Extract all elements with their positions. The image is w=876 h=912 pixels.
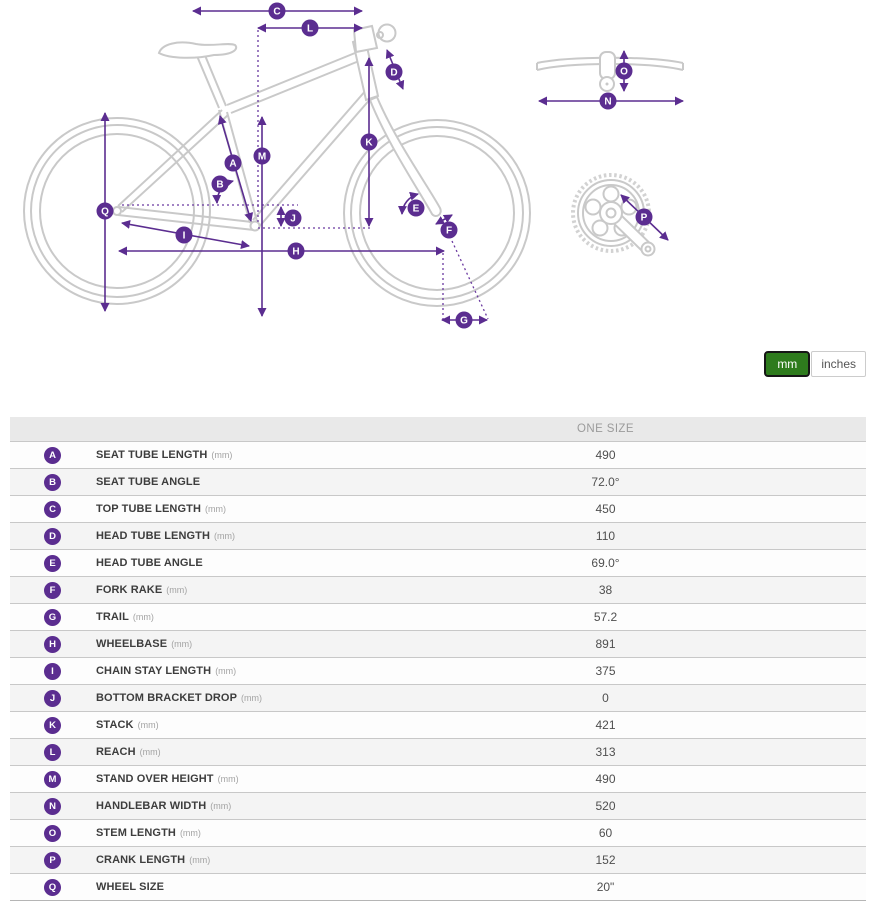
- badge-B: [212, 176, 229, 193]
- badge-O: [616, 63, 633, 80]
- row-unit: (mm): [179, 828, 201, 838]
- row-letter-badge: P: [44, 852, 61, 869]
- unit-toggle: [764, 351, 866, 377]
- table-row: [10, 576, 866, 603]
- svg-text:O: O: [620, 66, 628, 78]
- row-letter-badge: G: [44, 609, 61, 626]
- badge-L: [302, 20, 319, 37]
- row-value: 0: [602, 691, 609, 705]
- row-label: CHAIN STAY LENGTH: [96, 665, 212, 677]
- row-value: 421: [595, 718, 616, 732]
- badge-I: [176, 227, 193, 244]
- table-row: [10, 468, 866, 495]
- saddle: [159, 42, 236, 57]
- table-row: [10, 603, 866, 630]
- row-unit: (mm): [132, 612, 154, 622]
- badge-H: [288, 243, 305, 260]
- row-label: TOP TUBE LENGTH: [96, 503, 201, 515]
- svg-text:M: M: [257, 151, 267, 163]
- row-value: 110: [595, 529, 616, 543]
- mm-button[interactable]: mm: [764, 351, 810, 377]
- row-letter-badge: Q: [44, 879, 61, 896]
- badge-F: [441, 222, 458, 239]
- badge-C: [269, 3, 286, 20]
- table-row: [10, 873, 866, 900]
- stem-top: [600, 52, 615, 79]
- row-label: WHEELBASE: [96, 638, 168, 650]
- row-letter-badge: C: [44, 501, 61, 518]
- row-value: 152: [595, 853, 616, 867]
- svg-text:N: N: [604, 96, 612, 108]
- row-letter-badge: D: [44, 528, 61, 545]
- row-label: HANDLEBAR WIDTH: [96, 800, 207, 812]
- svg-text:E: E: [412, 203, 420, 215]
- table-header: [10, 417, 866, 441]
- table-row: [10, 792, 866, 819]
- row-letter-badge: F: [44, 582, 61, 599]
- handlebar-top-view: [537, 52, 683, 91]
- row-unit: (mm): [217, 774, 239, 784]
- svg-text:B: B: [216, 179, 224, 191]
- row-letter-badge: I: [44, 663, 61, 680]
- row-label: STEM LENGTH: [96, 827, 176, 839]
- row-label: STACK: [96, 719, 134, 731]
- badge-A: [225, 155, 242, 172]
- badge-K: [361, 134, 378, 151]
- row-unit: (mm): [241, 693, 263, 703]
- geometry-table-body: [10, 441, 866, 900]
- bike-geometry-diagram: [0, 0, 876, 345]
- badge-E: [408, 200, 425, 217]
- row-unit: (mm): [210, 801, 232, 811]
- stem-side: [354, 26, 377, 52]
- badge-P: [636, 209, 653, 226]
- row-label: WHEEL SIZE: [96, 881, 165, 893]
- row-letter-badge: N: [44, 798, 61, 815]
- table-row: [10, 441, 866, 468]
- row-label: REACH: [96, 746, 136, 758]
- svg-text:K: K: [365, 137, 373, 149]
- row-unit: (mm): [137, 720, 159, 730]
- row-value: 57.2: [593, 610, 618, 624]
- svg-text:F: F: [445, 225, 453, 237]
- row-letter-badge: A: [44, 447, 61, 464]
- badge-Q: [97, 203, 114, 220]
- row-value: 490: [595, 448, 616, 462]
- row-label: FORK RAKE: [96, 584, 163, 596]
- row-unit: (mm): [215, 666, 237, 676]
- table-row: [10, 738, 866, 765]
- bottom-bracket: [251, 222, 260, 231]
- row-letter-badge: O: [44, 825, 61, 842]
- svg-text:C: C: [273, 6, 281, 18]
- row-label: CRANK LENGTH: [96, 854, 186, 866]
- row-value: 72.0°: [591, 475, 620, 489]
- svg-text:H: H: [292, 246, 300, 258]
- table-row: [10, 549, 866, 576]
- row-unit: (mm): [211, 450, 233, 460]
- row-value: 313: [595, 745, 616, 759]
- row-label: HEAD TUBE ANGLE: [96, 557, 203, 569]
- badge-G: [456, 312, 473, 329]
- row-value: 490: [595, 772, 616, 786]
- row-label: STAND OVER HEIGHT: [96, 773, 214, 785]
- inches-button[interactable]: inches: [811, 351, 866, 377]
- row-unit: (mm): [166, 585, 188, 595]
- row-label: BOTTOM BRACKET DROP: [96, 692, 238, 704]
- row-value: 520: [595, 799, 616, 813]
- row-value: 69.0°: [591, 556, 620, 570]
- row-value: 375: [595, 664, 616, 678]
- svg-text:D: D: [390, 67, 398, 79]
- row-letter-badge: K: [44, 717, 61, 734]
- row-label: TRAIL: [96, 611, 129, 623]
- row-letter-badge: B: [44, 474, 61, 491]
- svg-text:P: P: [640, 212, 648, 224]
- table-row: [10, 711, 866, 738]
- row-unit: (mm): [139, 747, 161, 757]
- svg-text:L: L: [306, 23, 314, 35]
- badge-M: [254, 148, 271, 165]
- row-letter-badge: J: [44, 690, 61, 707]
- svg-text:A: A: [229, 158, 237, 170]
- svg-text:J: J: [290, 213, 296, 225]
- row-label: SEAT TUBE ANGLE: [96, 476, 201, 488]
- badge-J: [285, 210, 302, 227]
- row-letter-badge: M: [44, 771, 61, 788]
- row-unit: (mm): [205, 504, 226, 514]
- row-label: SEAT TUBE LENGTH: [96, 449, 208, 461]
- row-letter-badge: L: [44, 744, 61, 761]
- frame: [118, 25, 441, 231]
- badge-D: [386, 64, 403, 81]
- table-row: [10, 522, 866, 549]
- table-row: [10, 765, 866, 792]
- row-letter-badge: H: [44, 636, 61, 653]
- row-value: 60: [598, 826, 613, 840]
- row-letter-badge: E: [44, 555, 61, 572]
- table-row: [10, 657, 866, 684]
- row-value: 450: [595, 502, 616, 516]
- row-value: 38: [598, 583, 613, 597]
- svg-text:I: I: [182, 230, 186, 242]
- svg-text:Q: Q: [101, 206, 109, 218]
- row-unit: (mm): [214, 531, 236, 541]
- row-unit: (mm): [171, 639, 193, 649]
- geometry-table: [10, 417, 866, 901]
- row-value: 20": [596, 880, 615, 894]
- fork: [370, 97, 441, 216]
- table-row: [10, 846, 866, 873]
- row-value: 891: [595, 637, 616, 651]
- size-column-header: ONE SIZE: [577, 423, 634, 435]
- table-row: [10, 630, 866, 657]
- svg-text:G: G: [460, 315, 468, 327]
- table-row: [10, 819, 866, 846]
- row-unit: (mm): [189, 855, 211, 865]
- row-label: HEAD TUBE LENGTH: [96, 530, 211, 542]
- table-row: [10, 495, 866, 522]
- table-row: [10, 684, 866, 711]
- badge-N: [600, 93, 617, 110]
